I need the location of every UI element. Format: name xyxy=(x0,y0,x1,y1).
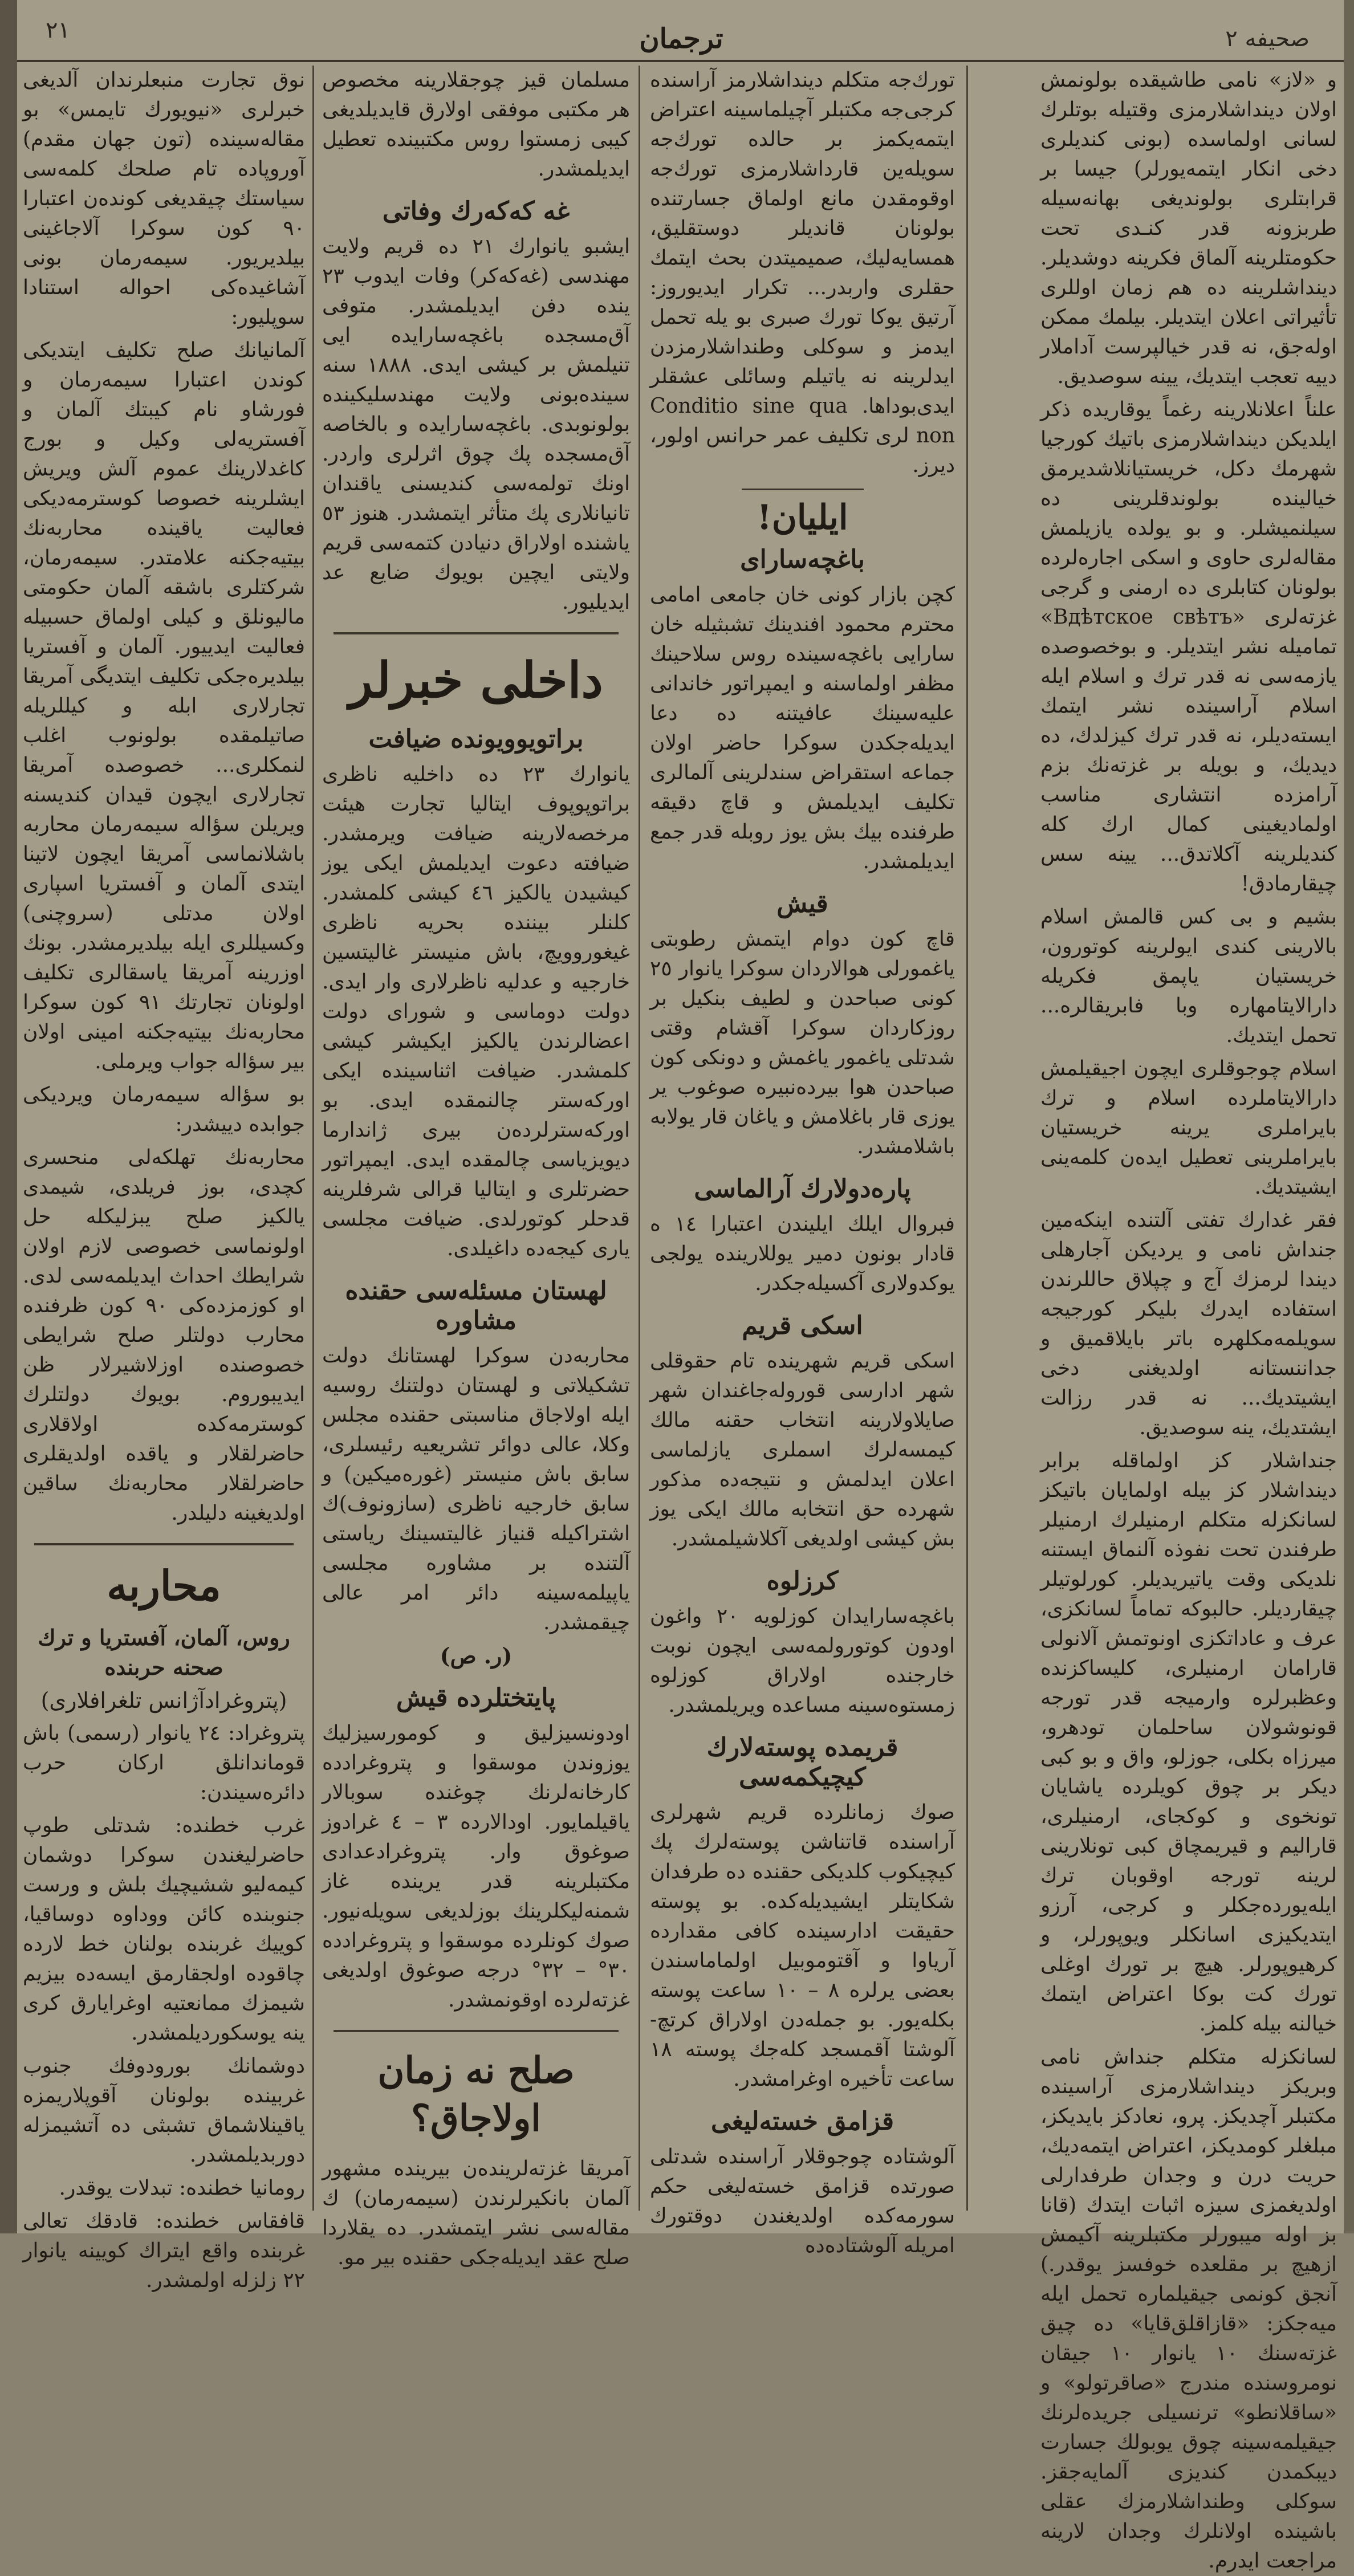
col1-paragraph: و «لاز» نامی طاشیقده بولونمش اولان دینداشلارمزی وقتیله بوتلرك لسانی اولماسده (بونی كندیلری دخی انكار ایتمه‌یورلر) جیسا بر قرابتلری بولوندیغی بهانه‌سیله طربزونه قدر كنـدی تحت حكومتلرینه آلماق فكرینه دوشدیلر. دینداشلرینه ده هم زمان اوللری تأثیراتی اعلان ایتدیلر. بیلمك ممكن اوله‌جق، نه قدر خیالپرست آداملار دییه تعجب ایتدیك، یینه سوصدیق. xyxy=(1040,68,1337,388)
col4-paragraph: آلمانیانك صلح تكلیف ایتدیكی كوندن اعتبارا سیمه‌رمان و فورشاو نام كیبتك آلمان و آفستریه‌لی وكیل و بورج كاغدلارینك عموم آلش ویریش ایشلرینه خصوصا كوسترمه‌دیكی فعالیت یاقینده محاربه‌نك بیتیه‌جكنه علامتدر. سیمه‌رمان، شركتلری باشقه آلمان حكومتی مالیونلق و كیلی اولماق حسبیله فعالیت ایدییور. آلمان و آفستریا بیلدیره‌جكی تكلیف ایتدیگی آمریقا تجارلاری ابله و كیللریله صاتیلمقده بولونوب اغلب لنمكلری... خصوصده آمریقا تجارلاری ایچون قیدان كندیسنه ویریلن سؤاله سیمه‌رمان محاربه باشلانماسی آمریقا ایچون لاتینا ایتدی آلمان و آفستریا اسپاری اولان مدتلی (سروچنی) وكسیللری ایله بیلدیرمشدر. بونك اوزرینه آمریقا یاسقالری تكلیف اولونان تجارتك ٩١ كون سوكرا محاربه‌نك بیتیه‌جكنه امینی اولان بیر سؤاله جواب ویرملی. xyxy=(23,339,305,1073)
news-text: صوك زمانلرده قریم شهرلری آراسنده قاتناشن پوسته‌لرك پك كیچیكوب كلدیكی حقنده ده طرفدان شكایتلر ایشیدیله‌كده. بو پوسته حقیقت ادارسینده كافی مقدارده آریاوا و آقتوموبیل اولماماسندن بعضی یرلره ٨ – ١٠ ساعت پوسته بكله‌یور. بو جمله‌دن اولاراق كرتچ-آلوشتا آقمسجد كله‌جك پوسته ١٨ ساعت تأخیره اوغرامشدر. xyxy=(650,1801,955,2091)
col1-paragraph: بشیم و بی كس قالمش اسلام بالارینی كندی ایولرینه كوتورون، خریستیان یاپمق فكریله دارالایتامهاره وبا فابریقالره... تحمل ایتدیك. xyxy=(1040,905,1337,1047)
news-title: لهستان مسئله‌سی حقنده مشاوره xyxy=(345,1276,607,1335)
news-title: قریمده پوسته‌لارك كیچیكمه‌سی xyxy=(706,1733,898,1792)
war-source: (پتروغراد‌آژانس تلغرافلاری) xyxy=(40,1688,287,1713)
col4-paragraph: بو سؤاله سیمه‌رمان ویردیكی جوابده دییشدر: xyxy=(23,1083,305,1136)
header-rule xyxy=(17,60,1344,62)
news-text: كچن بازار كونی خان جامعی امامی محترم محمود افندینك تشبثیله خان سارایی باغچه‌سینده روس سلاحینك مظفر اولماسنه و ایمپراتور خاندانی علیه‌سینك عافیتنه ده دعا ایدیله‌جكدن سوكرا حاضر اولان جماعه استقراض سندلرینی آلمالری تكلیف ایدیلمش و قاچ دقیقه طرفنده بیك بش یوز روبله قدر جمع ایدیلمشدر. xyxy=(650,583,955,873)
news-text: اودونسیزلیق و كومورسیزلیك یوزوندن موسقوا و پتروغرادده كارخانه‌لرنك چوغنده سوبالار یاقیلمایور. اودالارده ٣ – ٤ غرادوز صوغوق وار. پتروغرادعدادی مكتبلرینه قدر یرینده غاز شمنه‌لیكلرینك بوزلدیغی سویله‌نیور. صوك كونلرده موسقوا و پتروغرادده ٣٠° – ٣٢° درجه صوغوق اولدیغی غزته‌لرده اوقونمشدر. xyxy=(322,1722,631,2012)
peace-heading: صلح نه زمان اولاجاق؟ xyxy=(377,2049,575,2140)
masthead-title: ترجمان xyxy=(639,23,723,55)
col1-paragraph: فقر غدارك تفتی آلتنده اینكه‌مین جنداش نامی و یردیكن آجارهلی دیندا لرمزك آج و چپلاق حاللرندن استفاده ایدرك بلیكر كورجیجه سویلمه‌مكلهره باتر بایلاقمیق و جداننستانه اولدیغنی دخی ایشیتدیك... نه قدر رزالت ایشتدیك، ینه سوصدیق. xyxy=(1040,1208,1337,1439)
war-paragraph: پتروغراد: ٢٤ یانوار (رسمی) باش قوماندانلق اركان حرب دائره‌سیندن: xyxy=(23,1722,305,1804)
section-rule xyxy=(334,632,619,634)
col1-paragraph: لسانكزله متكلم جنداش نامی وبریكز دینداشلارمزی آراسینده مكتبلر آچدیكز. پرو، نعادكز بایدیكز، مبلغلر كومدیكز، اعتراض ایتمه‌دیك، حریت درن و وجدان طرفدارلی اولدیغمزی سیزه اثبات ایتدك (قانا بز اوله میبورلر مكتبلرینه آكیمش ازهیچ بر مقلعده خوفسز یوقدر.) آنجق كونمی جیقیلماره تحمل ایله میه‌جكز: «قازاقلق‌قایا‌» ده چیق غزته‌سنك ١٠ یانوار ١٠ جیقان نومروسنده مندرج «صاقرتولو» و «ساقلانطو» ترنسیلی جرید‌ه‌لرنك جیقیلمه‌سینه چوق یوبولك جسارت دیبكمدن كندیزی آلمایه‌جقز. سوكلی وطنداشلارمزك عقلی باشینده اولانلرك وجدان لارینه مراجعت ایدرم. xyxy=(1040,2045,1337,2573)
news-title: پاره‌دولارك آرالماسی xyxy=(694,1174,911,1203)
column-1 xyxy=(1040,66,1337,2573)
col1-paragraph: علناً اعلانلارینه رغماً یوقاریده ذكر ایلدیكن دینداشلارمزی باتیك كورجیا شهرمك دكل، خریستیانلاشدیرمق خیالینده بولوندقلرینی ده سیلنمیشلر. و بو یولده یازیلمش مقاله‌لری حاوی و اسكی اجاره‌لرده بولونان كتابلری ده ارمنی و گرجی غزته‌لری «Вдѣтское свѣтъ» تمامیله نشر ایتدیلر. و بوخصوصده یازمه‌سی نه قدر ترك و اسلام ایله اسلام آراسینده نشر ایتمك ایسته‌دیلر، نه قدر ترك كیزلدك، ده دیدیك، و بویله بر غزته‌نك بزم آرامزده انتشاری مناسب اولمادیغینی كمال ارك كله كندیلرینه آكلاتدق... یینه سس چیقارمادق! xyxy=(1040,398,1337,896)
col4-paragraph: نوق تجارت منبعلرندان آلدیغی خبرلری «نیویورك تایمس» بو مقاله‌سینده (تون جهان مقدم) آوروپاده تام صلحك كلمه‌سی سیاستك چیقدیغی كونده‌ن اعتبارا ٩٠ كون سوكرا آلاجاغینی بیلدیریور. سیمه‌رمان بونی آشاغیده‌كی احواله استنادا سوپلیور: xyxy=(23,68,305,329)
col2-paragraph: تورك‌جه متكلم دینداشلارمز آراسنده كرجی‌جه مكتبلر آچیلماسینه اعتراض ایتمه‌یكمز بر حالده تورك‌جه سویله‌ین قارداشلارمزی تورك‌جه اوقومقدن مانع اولماق جسارتنده بولونان قاندیلر دوستقلیق، همسایه‌لیك، صمیمیتدن بحث ایتمك حقلری واربدر... تكرار ایدیوروز: آرتیق یوكا تورك صبری بو یله تحمل ایدمز و سوكلی وطنداشلارمزدن ایدلرینه نه یاتیلم وسائلی عشقلر ایدی‌بوداها. Conditio sine qua non لری تكلیف عمر حرانس اولور، دیرز. xyxy=(650,68,955,477)
war-paragraph: دوشمانك بورودوفك جنوب غربینده بولونان آقوپلاریمزه یاقینلاشماق تشبثی ده آتشیمزله دوربدیلمشدر. xyxy=(23,2054,305,2167)
news-text: آمریقا غزته‌لرینده‌ن بیرینده مشهور آلمان بانكیرلرندن (سیمه‌رمان) ك مقاله‌سی نشر ایتمشدر. ده یقلاردا صلح عقد ایدیله‌جكی حقنده بیر مو. xyxy=(322,2157,630,2269)
page-edge-right xyxy=(1344,0,1354,2233)
section-rule xyxy=(742,489,864,490)
col1-paragraph: اسلام چوجوقلری ایچون اجیقیلمش دارالایتاملرده اسلام و ترك بایراملری یرینه خریستیان بایراملرینی تعطیل ایده‌ن كلمه‌ینی ایشیتدیك. xyxy=(1040,1057,1337,1199)
column-divider xyxy=(639,66,640,2211)
war-paragraph: قافقاس خطنده: قادقك تعالی غربنده واقع ایتراك كویینه یانوار ٢٢ زلزله اولمشدر. xyxy=(23,2209,305,2292)
news-title: باغچه‌سارای xyxy=(740,545,865,574)
domestic-news-heading: داخلی خبرلر xyxy=(349,652,603,709)
news-text: قاچ كون دوام ایتمش رطوبتی یاغمورلی هوالاردان سوكرا یانوار ٢٥ كونی صباحدن و لطیف بنكیل بر روزكاردان سوكرا آقشام وقتی شدتلی یاغمور یاغمش و دونكی كون صباحدن هوا بیرده‌نبیره صوغوب یر یوزی قار باغلامش و یاغان قار یولابه باشلامشدر. xyxy=(650,927,955,1158)
news-text: آلوشتاده چوجوقلار آراسنده شدتلی صورتده قزامق خسته‌لیغی حكم سورمه‌كده اولدیغندن دوقتورك امریله آلوشتاده‌ده xyxy=(650,2145,955,2257)
news-text: فبروال ایلك ایلیندن اعتبارا ١٤ ه قادار بونون دمیر یوللارینده یولجی یوكدولاری آكسیله‌جكدر. xyxy=(650,1212,955,1295)
news-text: یانوارك ٢٣ ده داخلیه ناظری براتوپوپوف ایتالیا تجارت هیئت مرخصه‌لارینه ضیافت ویرمشدر. ضیافته دعوت ایدیلمش ایكی یوز كیشیدن یالكیز ٤٦ كیشی كلمشدر. كلنلر بیننده بحریه ناظری غیغوروویچ، باش منیستر غالیتسین خارجیه و عدلیه ناظرلاری وار ایدی. دولت دوماسی و شورای دولت اعضالرندن یالكیز ایكیشر كیشی كلمشدر. ضیافت اثناسینده ایكی اوركه‌ستر چالنمقده ایدی. بو اوركه‌سترلرده‌ن بیری ژاندارما دیویزیاسی چالمقده ایدی. ایمپراتور حضرتلری و ایتالیا قرالی شرفلرینه قدحلر كوتورلدی. ضیافت مجلسی یاری كیجه‌ده داغیلدی. xyxy=(322,763,630,1260)
news-title: پایتختلرده قیش xyxy=(396,1683,556,1712)
war-paragraph: غرب خطنده: شدتلی طوپ حاضرلیغندن سوكرا دوشمان كیمه‌لیو ششیچیك بلش و ورست جنوبنده كائن ووداوه دوساقیا، كوییك غربنده بولنان خط لارده چاقوده اولجقارمق ایسه‌ده بیزیم شیمزك ممانعتیه اوغرایارق كری ینه یوسكوردیلمشدر. xyxy=(23,1814,305,2045)
page-header xyxy=(17,0,1344,63)
news-text: محاربه‌دن سوكرا لهستانك دولت تشكیلاتی و لهستان دولتنك روسیه ایله اولاجاق مناسبتی حقنده مجلس وكلا، عالی دوائر تشریعیه رئیسلری، سابق باش منیستر (غوره‌میكین) و سابق خارجیه ناظری (سازونوف)ك اشتراكیله قنیاز غالیتسینك ریاستی آلتنده بر مشاوره مجلسی یاپیلمه‌سینه دائر امر عالی چیقمشدر. xyxy=(322,1344,630,1634)
page-label: صحیفه ٢ xyxy=(1225,26,1310,52)
col4-paragraph: محاربه‌نك تهلكه‌لی منحسری كچدی، بوز فریلدی، شیمدی یالكیز صلح یبزلیكله حل اولونماسی خصوصی لازم اولان شرایطك احداث ایدیلمه‌سی لدی. او كوزمزده‌كی ٩٠ كون ظرفنده محارب دولتلر صلح شرایطی خصوصنده اوزلاشیرلار ظن ایدیبوروم. بویوك دولتلرك كوسترمه‌كده اولاقلاری حاضرلقلار و یاقده اولدیقلری حاضرلقلار محاربه‌نك ساقین اولدیغینه دلیلدر. xyxy=(23,1146,305,1525)
section-rule xyxy=(34,1543,294,1545)
obituary-title: غه كه‌كه‌رك وفاتی xyxy=(382,197,570,226)
news-title: كرزلوه xyxy=(766,1566,839,1596)
obituary-text: ایشبو یانوارك ٢١ ده قریم ولایت مهندسی (غه‌كه‌كر) وفات ایدوب ٢٣ ینده دفن ایدیلمشدر. متوفی آق‌مسجده باغچه‌سارایده ایی تنیلمش بر كیشی ایدی. ١٨٨٨ سنه سینده‌بونی ولایت مهندسلیكینده بولونوبدی. باغچه‌سارایده و بالخاصه آق‌مسجده پك چوق اثرلری واردر. اونك تولمه‌سی كندیسنی یاقندان تانیانلاری پك متأثر ایتمشدر. هنوز ٥٣ یاشنده اولاراق دنیادن كتمه‌سی قریم ولایتی ایچین بویوك ضایع عد ایدیلیور. xyxy=(322,235,630,614)
news-title: قزامق خسته‌لیغی xyxy=(710,2107,894,2136)
news-text: باغچه‌سارایدان كوزلویه ٢٠ واغون اودون كوتورولمه‌سی ایچون نوبت خارجنده اولاراق كوزلوه زمستوه‌سینه مساعده ویریلمشدر. xyxy=(650,1605,955,1717)
war-heading: محاربه xyxy=(107,1561,221,1610)
war-paragraph: رومانیا خطنده: تبدلات یوقدر. xyxy=(59,2176,305,2200)
news-text: اسكی قریم شهرینده تام حقوقلی شهر ادارسی قوروله‌جاغندان شهر صایلاولارینه انتخاب حقنه مالك كیمسه‌لرك اسملری یازلماسی اعلان ایدلمش و نتیجه‌ده مذكور شهرده حق انتخابه مالك ایكی یوز بش كیشی اولدیغی آكلاشیلمشدر. xyxy=(650,1349,955,1551)
news-title: براتویوویونده ضیافت xyxy=(368,725,584,754)
section-rule xyxy=(334,2030,619,2032)
section-title: ایلیان! xyxy=(757,498,848,538)
col1-paragraph: جنداشلار كز اولماقله برابر دینداشلار كز بیله اولمایان باتیكز لسانكزله متكلم ارمنیلرك ارمنیلر طرفندن تحت نفوذه آلنماق ایستنه نلدیكی وقت یاتیریدیلر. كورلوتیلر چیقاردیلر. حالبوكه تماماً لسانكزی، عرف و عاداتكزی اونوتمش آلانولی قارامان ارمنیلری، كلیساكزنده وعظبرلره وارمیجه قدر تورجه قونوشولان ساحلمان تودهرو، میرزاه بكلی، جوزلو، واق و بو كبی دیكر بر چوق كویلرده یاشایان تونخوی و كوكجای، ارمنیلری، قارالیم و قیریمچاق كبی تونلارینی لرینه تورجه اوقوبان ترك ایله‌یورده‌جكلر و كرجی، آرزو ایتدیكیزی اسانكلر ویوپورلر، و كرهیوپورلر. هیچ بر تورك اوغلی تورك كت بوكا اعتراض ایتمك خیالنه بیله كلمز. xyxy=(1040,1449,1337,2036)
column-2 xyxy=(650,66,955,2257)
column-3 xyxy=(322,66,631,2269)
page-edge-left xyxy=(0,0,17,2233)
news-title: اسكی قریم xyxy=(742,1311,863,1340)
news-title: قیش xyxy=(776,889,828,918)
news-source: (ر. ص) xyxy=(440,1643,513,1669)
column-4 xyxy=(23,66,305,2292)
column-divider xyxy=(966,66,968,2211)
war-subheading: روس، آلمان، آفستریا و ترك صحنه حربنده xyxy=(38,1625,290,1680)
col3-paragraph: مسلمان قیز چوجقلارینه مخصوص هر مكتبی موفقی اولارق قایدیلدیغی كیبی زمستوا روس مكتبینده تعطیل ایدیلمشدر. xyxy=(322,68,630,181)
column-divider xyxy=(312,66,314,2211)
page-number: ٢١ xyxy=(46,17,70,43)
